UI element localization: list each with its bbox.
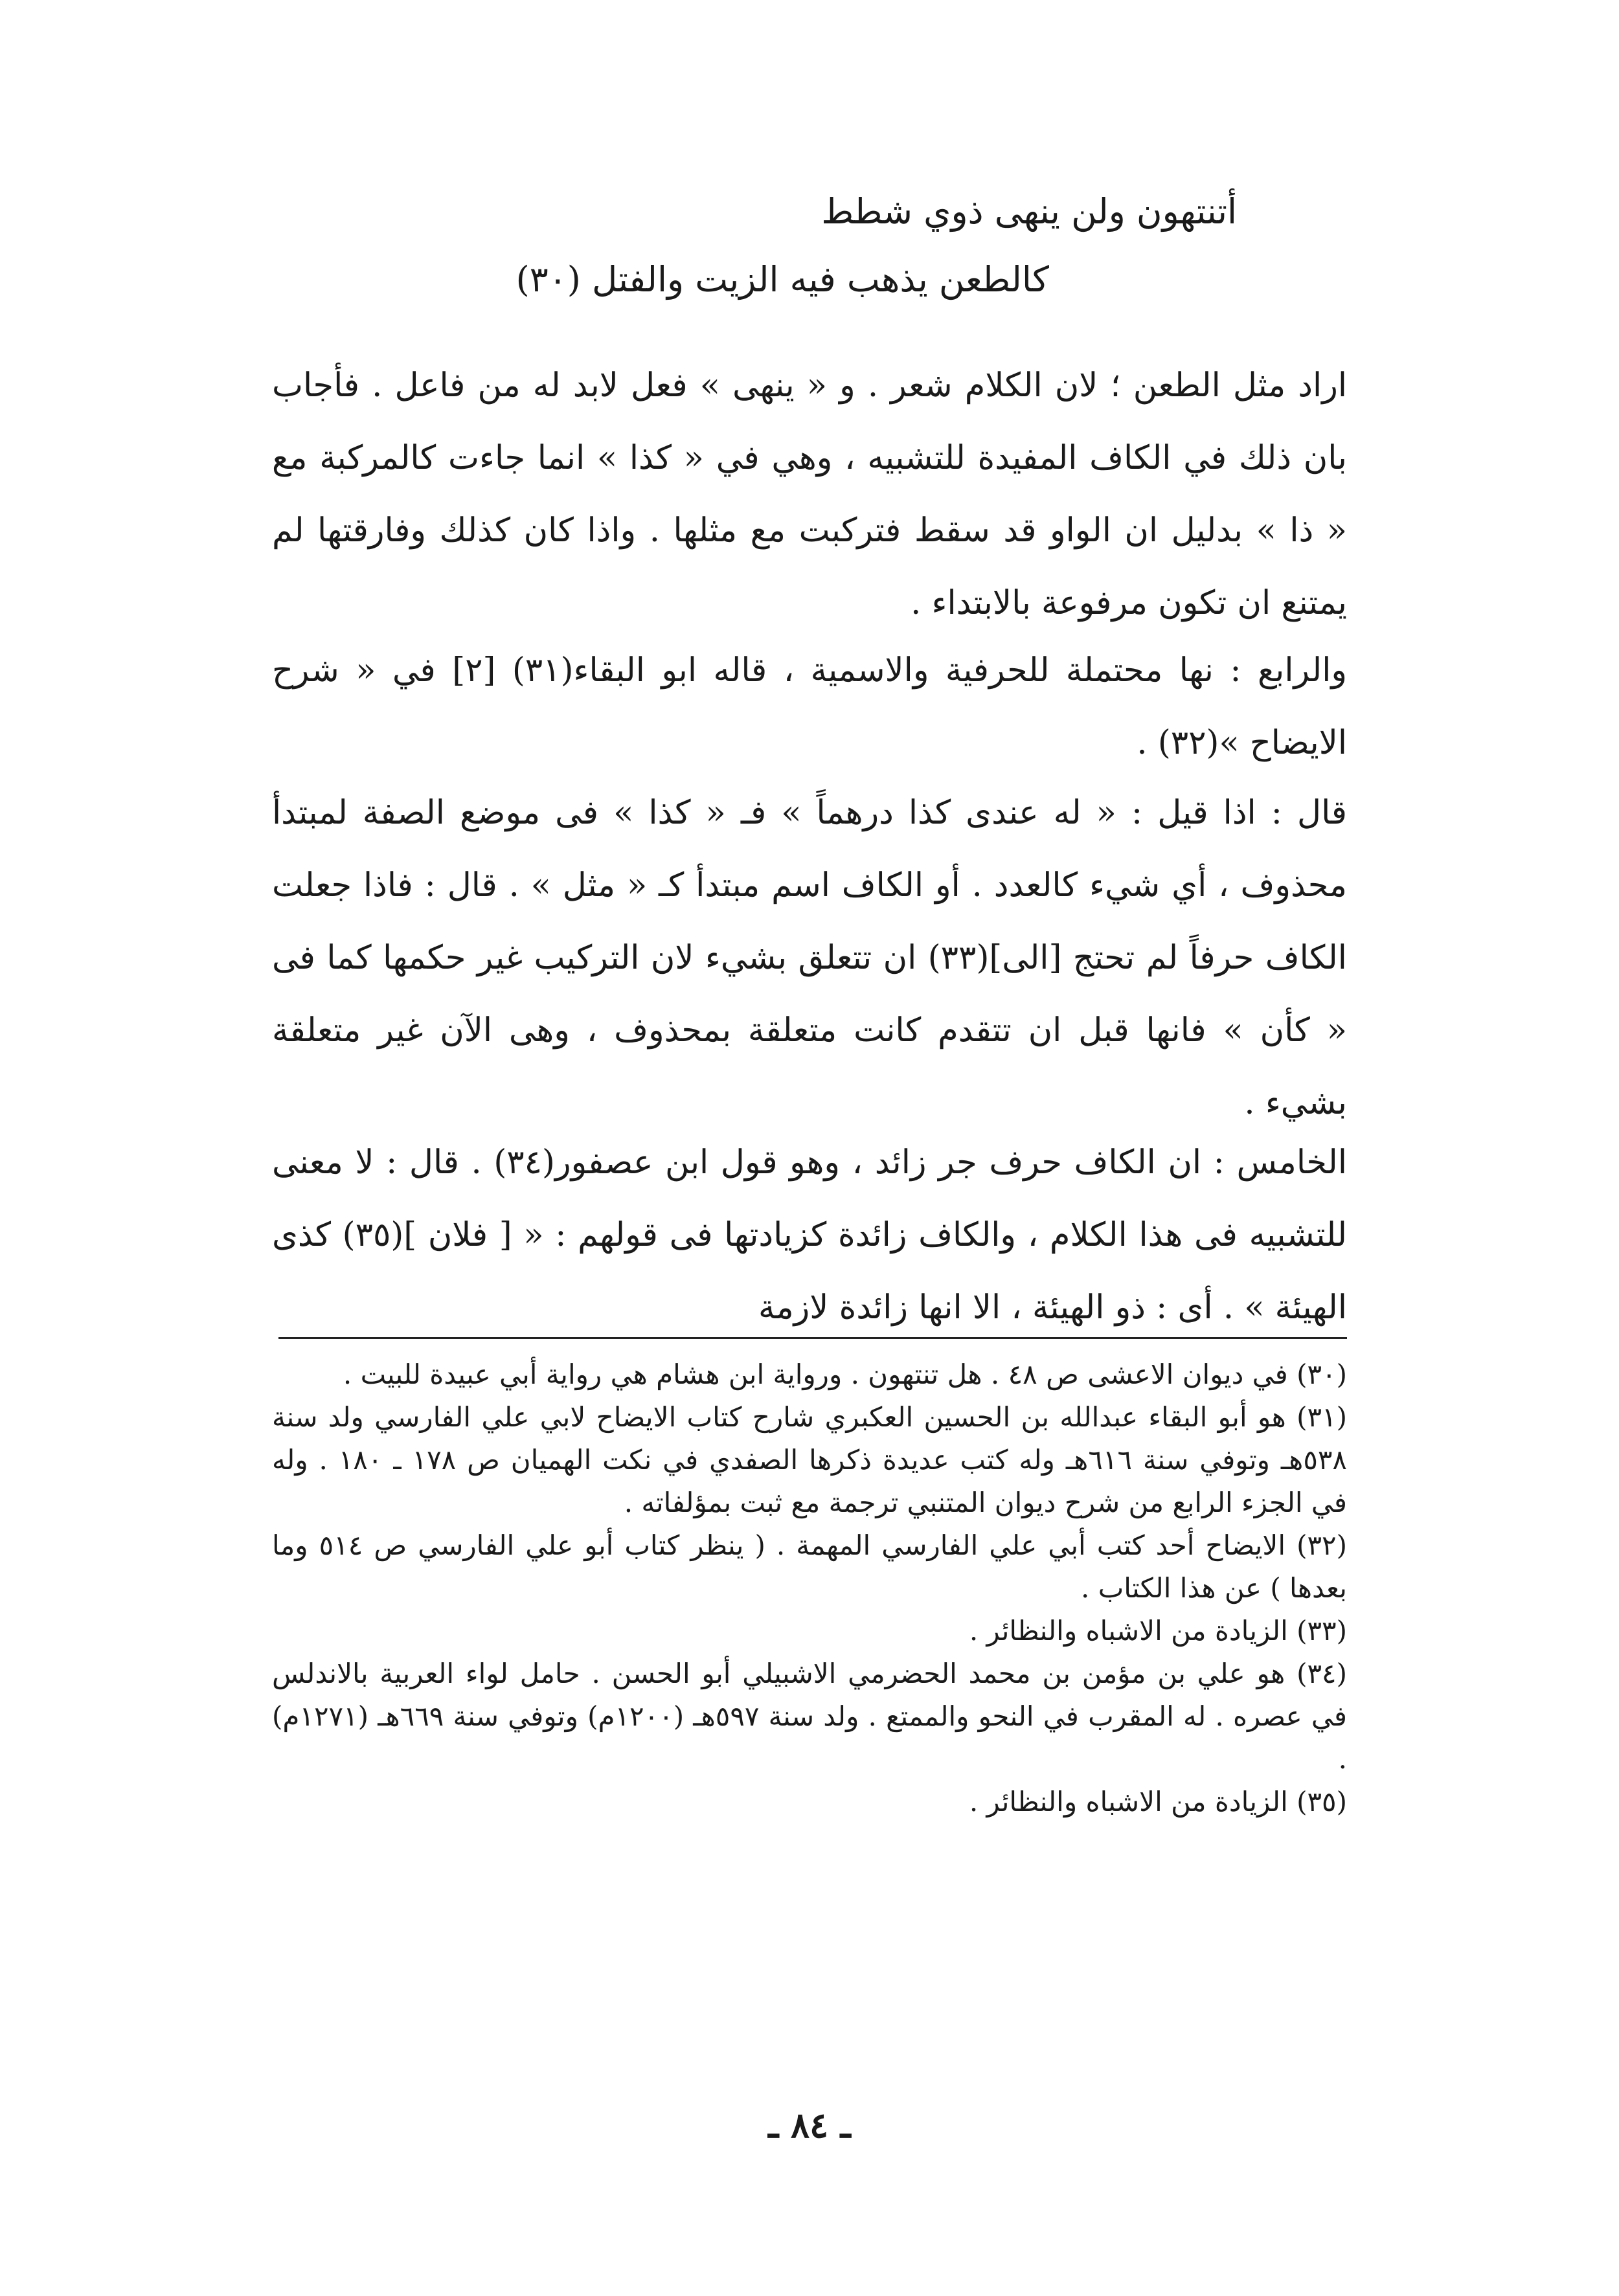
paragraph-3: قال : اذا قيل : « له عندى كذا درهماً » فـ « كذا » فى موضع الصفة لمبتدأ محذوف ، أي شيء كالعدد . أو الكاف اسم مبتدأ كـ « مثل » . قال : فاذا جعلت الكاف حرفاً لم تحتج [الى](٣٣) ان تتعلق بشيء لان التركيب غير حكمها كما فى « كأن » فانها قبل ان تتقدم كانت متعلقة بمحذوف ، وهى الآن غير متعلقة بشيء .	[272, 794, 1347, 1122]
footnote-separator	[278, 1337, 1347, 1339]
footnote-32: (٣٢) الايضاح أحد كتب أبي علي الفارسي المهمة . ( ينظر كتاب أبو علي الفارسي ص ٥١٤ وما بعدها ) عن هذا الكتاب .	[272, 1529, 1348, 1604]
paragraph-4: الخامس : ان الكاف حرف جر زائد ، وهو قول ابن عصفور(٣٤) . قال : لا معنى للتشبيه فى هذا الكلام ، والكاف زائدة كزيادتها فى قولهم : « [ فلان ](٣٥) كذى الهيئة » . أى : ذو الهيئة ، الا انها زائدة لازمة	[272, 1143, 1348, 1327]
verse-line-2: كالطعن يذهب فيه الزيت والفتل (٣٠)	[515, 259, 1049, 300]
footnote-34: (٣٤) هو علي بن مؤمن بن محمد الحضرمي الاشبيلي أبو الحسن . حامل لواء العربية بالاندلس في عصره . له المقرب في النحو والممتع . ولد سنة ٥٩٧هـ (١٢٠٠م) وتوفي سنة ٦٦٩هـ (١٢٧١م) .	[272, 1658, 1347, 1775]
footnote-31: (٣١) هو أبو البقاء عبدالله بن الحسين العكبري شارح كتاب الايضاح لابي علي الفارسي ولد سنة ٥٣٨هـ وتوفي سنة ٦١٦هـ وله كتب عديدة ذكرها الصفدي في نكت الهميان ص ١٧٨ ـ ١٨٠ . وله في الجزء الرابع من شرح ديوان المتنبي ترجمة مع ثبت بمؤلفاته .	[272, 1401, 1347, 1518]
paragraph-1: اراد مثل الطعن ؛ لان الكلام شعر . و « ينهى » فعل لابد له من فاعل . فأجاب بان ذلك في الكاف المفيدة للتشبيه ، وهي في « كذا » انما جاءت كالمركبة مع « ذا » بدليل ان الواو قد سقط فتركبت مع مثلها . واذا كان كذلك وفارقتها لم يمتنع ان تكون مرفوعة بالابتداء .	[272, 366, 1347, 622]
footnote-30: (٣٠) في ديوان الاعشى ص ٤٨ . هل تنتهون . ورواية ابن هشام هي رواية أبي عبيدة للبيت .	[343, 1358, 1347, 1390]
verse-line-1: أتنتهون ولن ينهى ذوي شطط	[821, 191, 1237, 232]
paragraph-2: والرابع : نها محتملة للحرفية والاسمية ، قاله ابو البقاء(٣١) [٢] في « شرح الايضاح »(٣٢) .	[272, 651, 1347, 762]
footnote-33: (٣٣) الزيادة من الاشباه والنظائر .	[969, 1615, 1347, 1647]
page-number: ـ ٨٤ ـ	[768, 2104, 851, 2146]
footnotes	[272, 1353, 1347, 1823]
footnote-35: (٣٥) الزيادة من الاشباه والنظائر .	[969, 1786, 1347, 1818]
